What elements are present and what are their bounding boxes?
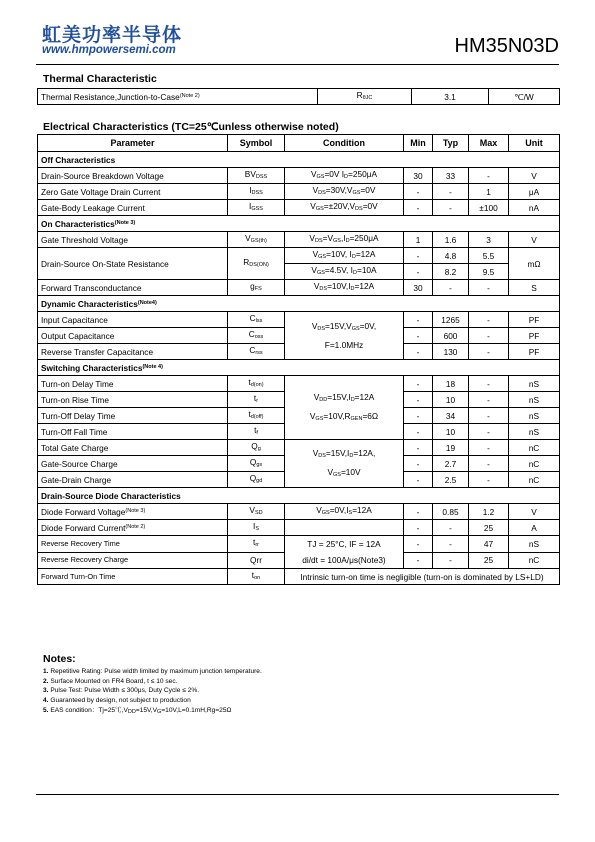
min-value: - bbox=[404, 264, 433, 280]
param-label bbox=[38, 280, 228, 296]
symbol-main: C bbox=[249, 345, 256, 355]
symbol-main: Q bbox=[249, 473, 257, 483]
symbol-main: t bbox=[248, 377, 251, 387]
symbol bbox=[228, 392, 285, 408]
col-header: Unit bbox=[509, 135, 560, 152]
table-row bbox=[38, 440, 560, 456]
condition: $V_{GS}=10V$, $I_D=12A$ bbox=[285, 248, 404, 264]
min-value: - bbox=[404, 504, 433, 520]
min-value: - bbox=[404, 184, 433, 200]
min-value: - bbox=[404, 312, 433, 328]
param-label bbox=[38, 504, 228, 520]
param-label bbox=[38, 440, 228, 456]
table-row bbox=[38, 569, 560, 585]
unit: S bbox=[509, 280, 560, 296]
symbol bbox=[228, 408, 285, 424]
note-item bbox=[43, 667, 262, 677]
symbol-main: Qrr bbox=[250, 555, 262, 566]
condition-line: $V_{GS}=10V,R_{GEN}=6\Omega$ bbox=[309, 410, 379, 422]
col-header: Symbol bbox=[228, 135, 285, 152]
max-value: 1 bbox=[469, 184, 509, 200]
group-label: Drain-Source Diode Characteristics bbox=[38, 488, 560, 504]
unit: nS bbox=[509, 424, 560, 440]
param-text: Zero Gate Voltage Drain Current bbox=[41, 186, 161, 197]
note-number: 3. bbox=[43, 687, 49, 695]
condition bbox=[285, 312, 404, 360]
unit: mΩ bbox=[509, 248, 560, 280]
note-item bbox=[43, 706, 262, 718]
group-row bbox=[38, 488, 560, 504]
param-text: Diode Forward Current bbox=[41, 523, 126, 533]
param-label bbox=[38, 344, 228, 360]
condition-line: $V_{DD}=15V,I_D=12A$ bbox=[313, 391, 375, 403]
min-value: - bbox=[404, 328, 433, 344]
param-label bbox=[38, 536, 228, 553]
symbol-sub: DS(ON) bbox=[249, 262, 269, 268]
param-text: Output Capacitance bbox=[41, 330, 115, 341]
symbol-sub: gd bbox=[256, 478, 263, 484]
note-ref: (Note 4) bbox=[142, 364, 163, 370]
unit: nS bbox=[509, 392, 560, 408]
param-label: Thermal Resistance,Junction-to-Case bbox=[41, 92, 180, 102]
table-row bbox=[38, 232, 560, 248]
condition: $V_{DS}=30V,V_{GS}=0V$ bbox=[285, 184, 404, 200]
symbol-main: g bbox=[250, 281, 255, 291]
symbol bbox=[228, 424, 285, 440]
param-text: Total Gate Charge bbox=[41, 442, 109, 453]
symbol-main: t bbox=[253, 393, 257, 403]
typ-value: 130 bbox=[433, 344, 469, 360]
condition: $V_{GS}=4.5V$, $I_D=10A$ bbox=[285, 264, 404, 280]
note-text: Pulse Test: Pulse Width ≤ 300μs, Duty Cycle ≤ 2%. bbox=[50, 687, 200, 695]
unit: A bbox=[509, 520, 560, 536]
group-label: Off Characteristics bbox=[38, 152, 560, 168]
symbol-main: I bbox=[253, 521, 256, 531]
header-rule bbox=[36, 64, 559, 65]
max-value: 1.2 bbox=[469, 504, 509, 520]
symbol bbox=[228, 200, 285, 216]
param-text: Drain-Source Breakdown Voltage bbox=[41, 170, 164, 181]
unit: PF bbox=[509, 344, 560, 360]
unit: nC bbox=[509, 472, 560, 488]
typ-value: 0.85 bbox=[433, 504, 469, 520]
min-value: - bbox=[404, 344, 433, 360]
max-value: - bbox=[469, 280, 509, 296]
condition: $V_{DS}=10V,I_D=12A$ bbox=[285, 280, 404, 296]
symbol bbox=[228, 520, 285, 536]
param-label bbox=[38, 424, 228, 440]
symbol-sub: DSS bbox=[251, 190, 263, 196]
unit: nA bbox=[509, 200, 560, 216]
param-label bbox=[38, 552, 228, 569]
table-row bbox=[38, 168, 560, 184]
param-label bbox=[38, 520, 228, 536]
footer-rule bbox=[36, 794, 559, 795]
symbol-sub: r bbox=[256, 398, 259, 404]
min-value: - bbox=[404, 248, 433, 264]
typ-value: 10 bbox=[433, 424, 469, 440]
group-label-text: Switching Characteristics bbox=[41, 363, 143, 373]
symbol bbox=[228, 456, 285, 472]
min-value: 1 bbox=[404, 232, 433, 248]
symbol-sub: f bbox=[256, 430, 258, 436]
param-text: Forward Transconductance bbox=[41, 282, 142, 293]
symbol-main: C bbox=[249, 313, 256, 323]
symbol: R bbox=[356, 90, 363, 100]
symbol-sub: d(off) bbox=[250, 414, 264, 420]
min-value: 30 bbox=[404, 168, 433, 184]
symbol bbox=[228, 328, 285, 344]
min-value: - bbox=[404, 472, 433, 488]
header-row bbox=[38, 135, 560, 152]
symbol-sub: FS bbox=[254, 286, 262, 292]
thermal-table bbox=[37, 88, 560, 105]
unit: nC bbox=[509, 552, 560, 569]
symbol-main: I bbox=[249, 185, 252, 195]
condition-line: F=1.0MHz bbox=[324, 340, 364, 350]
min-value: - bbox=[404, 424, 433, 440]
group-row bbox=[38, 296, 560, 312]
max-value: - bbox=[469, 392, 509, 408]
param-text: Gate-Drain Charge bbox=[41, 474, 112, 485]
symbol-main: Q bbox=[249, 457, 257, 467]
symbol bbox=[228, 552, 285, 569]
col-header: Parameter bbox=[38, 135, 228, 152]
param-text: Turn-on Delay Time bbox=[41, 378, 114, 389]
min-value: - bbox=[404, 552, 433, 569]
param-text: Reverse Recovery Time bbox=[41, 538, 120, 548]
max-value: - bbox=[469, 424, 509, 440]
notes-list bbox=[43, 667, 262, 718]
table-row bbox=[38, 184, 560, 200]
symbol-sub: SD bbox=[254, 510, 263, 516]
param-label bbox=[38, 200, 228, 216]
table-row bbox=[38, 536, 560, 553]
condition bbox=[285, 520, 404, 536]
min-value: 30 bbox=[404, 280, 433, 296]
param-label: Forward Turn-On Time bbox=[38, 569, 228, 585]
param-text: Gate-Source Charge bbox=[41, 458, 118, 469]
typ-value: 1.6 bbox=[433, 232, 469, 248]
symbol bbox=[228, 504, 285, 520]
symbol bbox=[228, 232, 285, 248]
typ-value: 18 bbox=[433, 376, 469, 392]
symbol-main: V bbox=[245, 233, 251, 243]
symbol bbox=[228, 168, 285, 184]
unit: nS bbox=[509, 408, 560, 424]
symbol-sub: oss bbox=[254, 334, 264, 340]
symbol-sub: rss bbox=[255, 350, 263, 356]
param-text: Reverse Recovery Charge bbox=[41, 555, 129, 565]
symbol-main: C bbox=[248, 329, 255, 339]
unit: nS bbox=[509, 536, 560, 553]
condition: Intrinsic turn-on time is negligible (turn-on is dominated by LS+LD) bbox=[285, 569, 560, 585]
condition: $V_{GS}=0V,I_S=12A$ bbox=[285, 504, 404, 520]
note-item bbox=[43, 677, 262, 687]
col-header: Max bbox=[469, 135, 509, 152]
min-value: - bbox=[404, 456, 433, 472]
typ-value: 19 bbox=[433, 440, 469, 456]
value: 3.1 bbox=[412, 89, 489, 105]
group-row bbox=[38, 360, 560, 376]
unit: V bbox=[509, 504, 560, 520]
unit: μA bbox=[509, 184, 560, 200]
max-value: - bbox=[469, 440, 509, 456]
note-number: 2. bbox=[43, 677, 49, 685]
symbol-sub: rr bbox=[255, 542, 259, 549]
symbol-sub: θJC bbox=[362, 95, 373, 101]
unit: PF bbox=[509, 328, 560, 344]
note-ref: (Note 2) bbox=[125, 524, 146, 530]
symbol-sub: GS(th) bbox=[250, 238, 267, 244]
symbol bbox=[228, 472, 285, 488]
typ-value: - bbox=[433, 520, 469, 536]
typ-value: 600 bbox=[433, 328, 469, 344]
table-row bbox=[38, 89, 560, 105]
condition-line: di/dt = 100A/μs(Note3) bbox=[302, 555, 386, 565]
typ-value: 10 bbox=[433, 392, 469, 408]
notes-title: Notes: bbox=[43, 653, 76, 665]
symbol-sub: DSS bbox=[255, 174, 268, 180]
symbol-main: R bbox=[243, 257, 250, 267]
col-header: Min bbox=[404, 135, 433, 152]
param-text: Gate-Body Leakage Current bbox=[41, 202, 145, 213]
max-value: 25 bbox=[469, 520, 509, 536]
unit: V bbox=[509, 168, 560, 184]
group-label-text: On Characteristics bbox=[41, 219, 115, 229]
param-label bbox=[38, 392, 228, 408]
symbol bbox=[228, 248, 285, 280]
group-label bbox=[38, 296, 560, 312]
max-value: - bbox=[469, 344, 509, 360]
param-label bbox=[38, 408, 228, 424]
note-ref: (Note 3) bbox=[114, 220, 136, 226]
col-header: Condition bbox=[285, 135, 404, 152]
part-number: HM35N03D bbox=[454, 35, 559, 57]
param-text: Turn-Off Delay Time bbox=[41, 410, 116, 421]
param-label bbox=[38, 328, 228, 344]
param-label bbox=[38, 184, 228, 200]
symbol-main: t bbox=[248, 409, 251, 419]
min-value: - bbox=[404, 536, 433, 553]
company-logo-chinese: 虹美功率半导体 bbox=[42, 24, 183, 46]
max-value: - bbox=[469, 376, 509, 392]
param-label bbox=[38, 168, 228, 184]
electrical-table bbox=[37, 134, 560, 585]
note-text: EAS condition：$Tj=25℃,V_{DD}=15V,V_G=10V,L=0.1mH,Rg=25\Omega$ bbox=[50, 706, 232, 715]
condition-line: $V_{GS}=10V$ bbox=[327, 466, 361, 478]
note-item bbox=[43, 686, 262, 696]
symbol bbox=[228, 569, 285, 585]
note-text: Guaranteed by design, not subject to production bbox=[50, 697, 191, 705]
symbol-main: Q bbox=[251, 441, 258, 451]
param-label bbox=[38, 232, 228, 248]
symbol-sub: d(on) bbox=[250, 382, 264, 388]
condition-line: TJ = 25°C, IF = 12A bbox=[307, 539, 381, 549]
unit: PF bbox=[509, 312, 560, 328]
symbol bbox=[228, 440, 285, 456]
max-value: 25 bbox=[469, 552, 509, 569]
table-row bbox=[38, 504, 560, 520]
param-text: Turn-on Rise Time bbox=[41, 394, 109, 405]
max-value: - bbox=[469, 168, 509, 184]
min-value: - bbox=[404, 440, 433, 456]
note-text: Surface Mounted on FR4 Board, t ≤ 10 sec. bbox=[50, 677, 178, 685]
thermal-title: Thermal Characteristic bbox=[43, 73, 157, 85]
typ-value: 34 bbox=[433, 408, 469, 424]
max-value: - bbox=[469, 456, 509, 472]
note-number: 4. bbox=[43, 697, 49, 705]
table-row bbox=[38, 520, 560, 536]
symbol-sub: gs bbox=[256, 462, 263, 468]
note-ref: (Note 3) bbox=[125, 508, 146, 514]
symbol-main: I bbox=[249, 201, 252, 211]
group-label bbox=[38, 216, 560, 232]
typ-value: 1265 bbox=[433, 312, 469, 328]
param-label bbox=[38, 376, 228, 392]
param-label bbox=[38, 312, 228, 328]
table-row bbox=[38, 200, 560, 216]
typ-value: 33 bbox=[433, 168, 469, 184]
max-value: 3 bbox=[469, 232, 509, 248]
symbol bbox=[228, 536, 285, 553]
condition: $V_{GS}=\pm 20V,V_{DS}=0V$ bbox=[285, 200, 404, 216]
typ-value: 2.7 bbox=[433, 456, 469, 472]
symbol-sub: lss bbox=[255, 318, 263, 324]
max-value: 5.5 bbox=[469, 248, 509, 264]
group-row bbox=[38, 216, 560, 232]
symbol bbox=[228, 280, 285, 296]
condition: $V_{GS}=0V$ $I_D=250\mu A$ bbox=[285, 168, 404, 184]
symbol-main: t bbox=[254, 425, 257, 435]
note-ref: (Note4) bbox=[137, 300, 157, 306]
unit: nC bbox=[509, 456, 560, 472]
note-number: 1. bbox=[43, 668, 49, 675]
col-header: Typ bbox=[433, 135, 469, 152]
condition bbox=[285, 376, 404, 440]
table-row bbox=[38, 312, 560, 328]
symbol-main: V bbox=[249, 505, 255, 515]
unit: ℃/W bbox=[489, 89, 560, 105]
table-row bbox=[38, 376, 560, 392]
note-number: 5. bbox=[43, 706, 49, 714]
symbol-sub: on bbox=[254, 575, 261, 581]
max-value: - bbox=[469, 408, 509, 424]
min-value: - bbox=[404, 376, 433, 392]
table-row bbox=[38, 248, 560, 264]
symbol-sub: GSS bbox=[251, 206, 263, 212]
symbol bbox=[228, 344, 285, 360]
symbol bbox=[228, 376, 285, 392]
group-row bbox=[38, 152, 560, 168]
param-label bbox=[38, 472, 228, 488]
max-value: - bbox=[469, 328, 509, 344]
unit: nS bbox=[509, 376, 560, 392]
symbol-main: BV bbox=[244, 169, 256, 179]
group-label bbox=[38, 360, 560, 376]
table-row bbox=[38, 280, 560, 296]
company-website: www.hmpowersemi.com bbox=[42, 44, 176, 56]
max-value: 47 bbox=[469, 536, 509, 553]
typ-value: - bbox=[433, 536, 469, 553]
unit: V bbox=[509, 232, 560, 248]
symbol bbox=[228, 312, 285, 328]
note-ref: (Note 2) bbox=[179, 93, 200, 99]
max-value: ±100 bbox=[469, 200, 509, 216]
condition bbox=[285, 536, 404, 569]
condition-line: $V_{DS}=15V,I_D=12A$, bbox=[312, 447, 376, 459]
note-text: Repetitive Rating: Pulse width limited by maximum junction temperature. bbox=[50, 668, 262, 675]
electrical-title: Electrical Characteristics (TC=25℃unless otherwise noted) bbox=[43, 121, 339, 133]
group-label-text: Dynamic Characteristics bbox=[41, 299, 138, 309]
param-label bbox=[38, 456, 228, 472]
param-text: Diode Forward Voltage bbox=[41, 507, 126, 517]
symbol-sub: g bbox=[257, 446, 261, 452]
min-value: - bbox=[404, 200, 433, 216]
condition: $V_{DS}=V_{GS},I_D=250\mu A$ bbox=[285, 232, 404, 248]
max-value: - bbox=[469, 472, 509, 488]
condition-line: $V_{DS}=15V,V_{GS}=0V$, bbox=[311, 321, 377, 332]
unit: nC bbox=[509, 440, 560, 456]
param-label: Drain-Source On-State Resistance bbox=[38, 248, 228, 280]
symbol bbox=[228, 184, 285, 200]
typ-value: 2.5 bbox=[433, 472, 469, 488]
param-text: Reverse Transfer Capacitance bbox=[41, 346, 154, 357]
typ-value: - bbox=[433, 552, 469, 569]
condition bbox=[285, 440, 404, 488]
min-value: - bbox=[404, 520, 433, 536]
note-item bbox=[43, 696, 262, 706]
typ-value: - bbox=[433, 280, 469, 296]
typ-value: - bbox=[433, 184, 469, 200]
max-value: 9.5 bbox=[469, 264, 509, 280]
param-text: Input Capacitance bbox=[41, 314, 108, 325]
param-text: Turn-Off Fall Time bbox=[41, 426, 108, 437]
symbol-sub: S bbox=[255, 526, 259, 532]
symbol-main: t bbox=[253, 537, 256, 548]
typ-value: - bbox=[433, 200, 469, 216]
symbol-main: t bbox=[251, 570, 255, 580]
max-value: - bbox=[469, 312, 509, 328]
typ-value: 8.2 bbox=[433, 264, 469, 280]
min-value: - bbox=[404, 408, 433, 424]
typ-value: 4.8 bbox=[433, 248, 469, 264]
param-text: Gate Threshold Voltage bbox=[41, 234, 129, 245]
min-value: - bbox=[404, 392, 433, 408]
